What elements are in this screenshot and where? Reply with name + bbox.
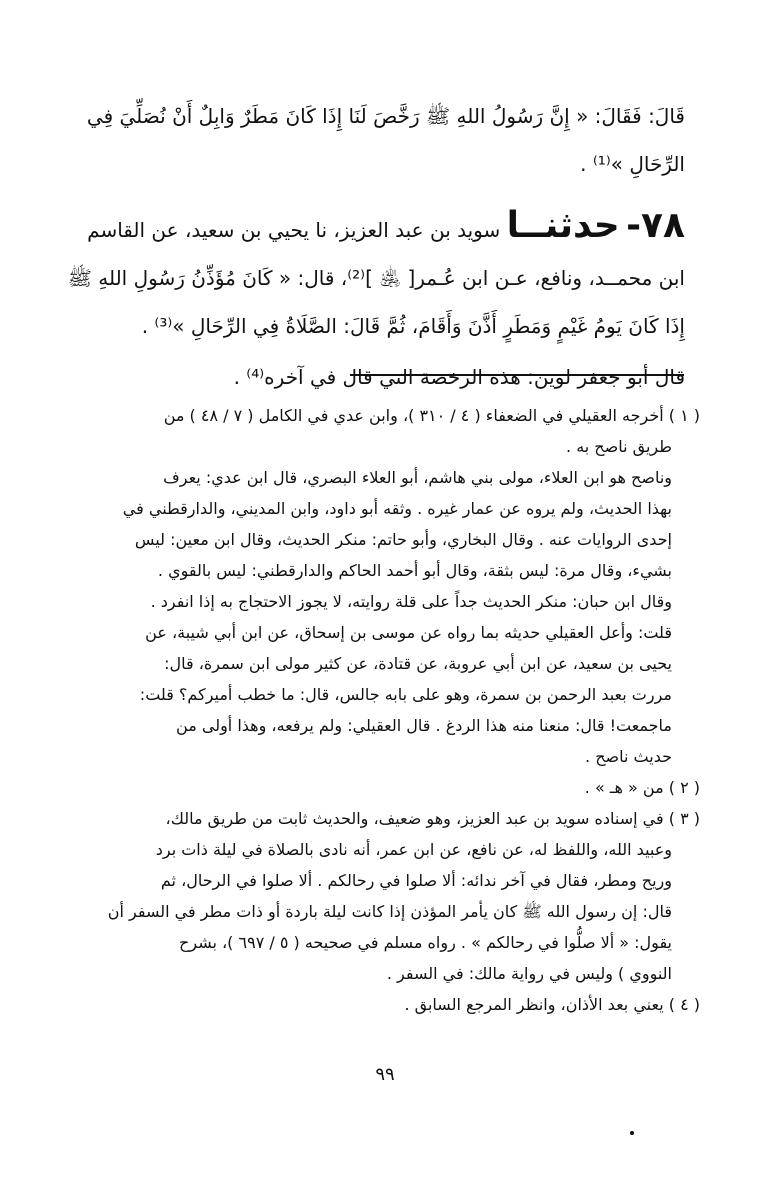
footnote-line: إحدى الروايات عنه . وقال البخاري، وأبو حاتم: منكر الحديث، وقال ابن معين: ليس	[134, 530, 672, 549]
footnote-line: حديث ناصح .	[585, 747, 672, 766]
text-line: ابن محمــد، ونافع، عـن ابن عُـمر[ ﵁ ]⁽²⁾، قال: « كَانَ مُؤَذِّنُ رَسُولِ اللهِ ﷺ	[67, 266, 685, 290]
footnote-line: مررت بعبد الرحمن بن سمرة، وهو على بابه جالس، قال: ما خطب أميركم؟ قلت:	[139, 685, 672, 704]
footnote-line: بشيء، وقال مرة: ليس بثقة، وقال أبو أحمد الحاكم والدارقطني: ليس بالقوي .	[157, 561, 672, 580]
footnote-line: قال: إن رسول الله ﷺ كان يأمر المؤذن إذا كانت ليلة باردة أو ذات مطر في السفر أن	[107, 902, 672, 921]
footnote-line: ( ٢ ) من « هـ » .	[584, 778, 700, 797]
text-line: قَالَ: فَقَالَ: « إِنَّ رَسُولُ اللهِ ﷺ رَخَّصَ لَنَا إِذَا كَانَ مَطَرٌ وَابِلٌ أَنْ نُصَلِّيَ فِي	[86, 104, 685, 128]
footnote-line: وعبيد الله، واللفظ له، عن نافع، عن ابن عمر، أنه نادى بالصلاة في ليلة ذات برد	[155, 840, 672, 859]
footnote-line: وناصح هو ابن العلاء، مولى بني هاشم، أبو العلاء البصري، قال ابن عدي: يعرف	[163, 468, 672, 487]
footnote-line: وقال ابن حبان: منكر الحديث جداً على قلة روايته، لا يجوز الاحتجاج به إذا انفرد .	[150, 592, 672, 611]
hadith-keyword: حدثنــا	[506, 205, 620, 246]
hadith-number: ٧٨-	[626, 205, 685, 246]
text-line: الرِّحَالِ »⁽¹⁾ .	[580, 152, 685, 176]
footnote-line: وريح ومطر، فقال في آخر ندائه: ألا صلوا في رحالكم . ألا صلوا في الرحال، ثم	[160, 871, 672, 890]
footnote-line: ماجمعت! قال: منعنا منه هذا الردغ . قال العقيلي: ولم يرفعه، وهذا أولى من	[176, 716, 672, 735]
footnote-line: قلت: وأعل العقيلي حديثه بما رواه عن موسى بن إسحاق، عن ابن أبي شيبة، عن	[145, 623, 672, 642]
abu-jafar-remark	[100, 353, 685, 401]
footnote-line: النووي ) وليس في رواية مالك: في السفر .	[386, 964, 672, 983]
footnote-separator	[350, 374, 684, 376]
hadith-chain: سويد بن عبد العزيز، نا يحيي بن سعيد، عن القاسم	[87, 218, 501, 242]
footnote-line: يحيى بن سعيد، عن ابن أبي عروبة، عن قتادة، عن كثير مولى ابن سمرة، قال:	[164, 654, 672, 673]
text-line: قال أبو جعفر لوين: هذه الرخصة التي قال في آخره⁽⁴⁾ .	[233, 365, 685, 389]
opening-paragraph	[86, 92, 685, 188]
footnote-line: طريق ناصح به .	[566, 437, 672, 456]
ink-dot	[630, 1131, 634, 1135]
footnote-line: بهذا الحديث، ولم يروه عن عمار غيره . وثقه أبو داود، وابن المديني، والدارقطني في	[122, 499, 672, 518]
hadith-heading-line	[87, 202, 685, 254]
footnote-line: ( ٤ ) يعني بعد الأذان، وانظر المرجع السابق .	[404, 995, 700, 1014]
hadith-78	[67, 202, 685, 350]
page-number: ٩٩	[375, 1064, 395, 1085]
text-line: إِذَا كَانَ يَومُ غَيْمٍ وَمَطَرٍ أَذَّنَ وَأَقَامَ، ثُمَّ قَالَ: الصَّلَاةُ فِي الرِّحَالِ »⁽³⁾ .	[141, 314, 685, 338]
footnote-line: ( ٣ ) في إسناده سويد بن عبد العزيز، وهو ضعيف، والحديث ثابت من طريق مالك،	[165, 809, 700, 828]
footnotes	[100, 400, 700, 1020]
footnote-line: ( ١ ) أخرجه العقيلي في الضعفاء ( ٤ / ٣١٠ )، وابن عدي في الكامل ( ٧ / ٤٨ ) من	[163, 406, 700, 425]
footnote-line: يقول: « ألا صلُّوا في رحالكم » . رواه مسلم في صحيحه ( ٥ / ٦٩٧ )، بشرح	[179, 933, 672, 952]
